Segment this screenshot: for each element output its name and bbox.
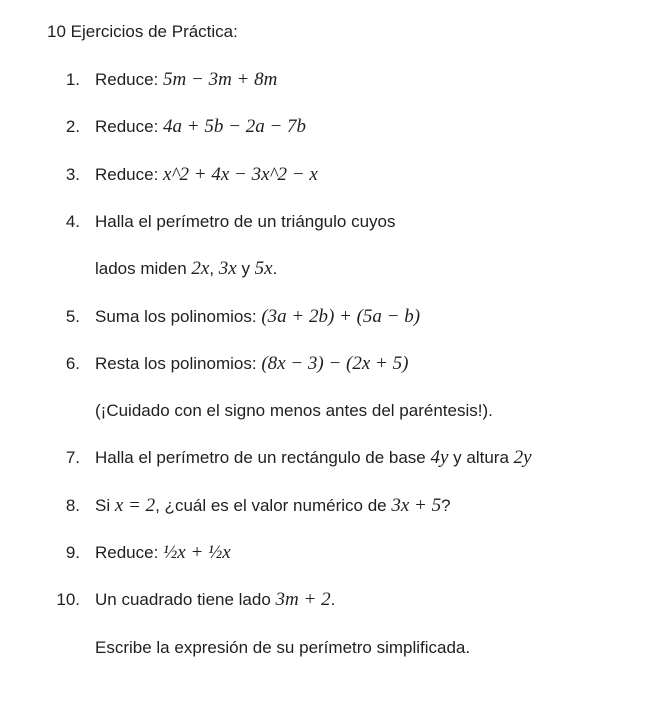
- math-expression: 4a + 5b − 2a − 7b: [163, 116, 307, 138]
- list-item-text: [95, 399, 493, 423]
- list-item-text: [95, 163, 318, 187]
- list-item-text: [95, 115, 306, 139]
- list-item-text: [95, 541, 231, 565]
- list-item-text: [95, 257, 277, 281]
- math-expression: x^2 + 4x − 3x^2 − x: [163, 163, 318, 185]
- text-segment: .: [272, 259, 278, 279]
- list-item-number: 10.: [56, 590, 80, 610]
- math-expression: 3m + 2: [275, 589, 331, 611]
- list-item-number: 9.: [65, 543, 80, 562]
- list-item-number: 1.: [65, 70, 80, 89]
- math-expression: x = 2: [114, 494, 156, 516]
- math-expression: 2y: [513, 447, 532, 469]
- list-item-text: [95, 352, 408, 376]
- list-item-number: 7.: [65, 448, 80, 468]
- text-segment: ?: [441, 495, 451, 515]
- math-expression: (3a + 2b) + (5a − b): [261, 305, 421, 327]
- list-item-number: 8.: [65, 495, 80, 515]
- list-item-number: 4.: [65, 211, 80, 231]
- text-segment: y altura: [448, 448, 514, 468]
- list-item-number: 6.: [65, 353, 80, 373]
- list-item-number: 2.: [65, 117, 80, 137]
- text-segment: Un cuadrado tiene lado: [95, 590, 276, 610]
- list-item-number: 3.: [65, 164, 80, 184]
- list-item-text: [95, 494, 451, 518]
- math-expression: 3x + 5: [391, 494, 442, 516]
- list-item-text: [95, 305, 420, 329]
- list-item-text: [95, 636, 470, 660]
- list-item-text: [95, 68, 277, 92]
- text-segment: lados miden: [95, 259, 192, 279]
- list-item-text: [95, 210, 396, 234]
- math-expression: (8x − 3) − (2x + 5): [261, 352, 409, 374]
- math-expression: 3x: [218, 258, 237, 280]
- text-segment: y: [236, 259, 255, 279]
- text-segment: Reduce:: [95, 543, 164, 562]
- math-expression: 4y: [430, 447, 449, 469]
- text-segment: Reduce:: [95, 117, 164, 137]
- text-segment: Halla el perímetro de un rectángulo de base: [95, 448, 431, 468]
- list-item-text: [95, 446, 532, 470]
- text-segment: (¡Cuidado con el signo menos antes del paréntesis!).: [95, 401, 493, 421]
- text-segment: Halla el perímetro de un triángulo cuyos: [95, 211, 396, 231]
- text-segment: Suma los polinomios:: [95, 306, 262, 326]
- math-expression: 5m − 3m + 8m: [163, 69, 278, 90]
- exercise-title: 10 Ejercicios de Práctica:: [47, 22, 238, 41]
- list-item-number: 5.: [65, 306, 80, 326]
- math-expression: ½x + ½x: [163, 542, 231, 563]
- text-segment: ,: [209, 259, 219, 279]
- text-segment: .: [330, 590, 336, 610]
- text-segment: Reduce:: [95, 164, 164, 184]
- text-segment: , ¿cuál es el valor numérico de: [155, 495, 392, 515]
- list-item-text: [95, 588, 335, 612]
- text-segment: Reduce:: [95, 70, 164, 89]
- text-segment: Si: [95, 495, 115, 515]
- math-expression: 2x: [191, 258, 210, 280]
- text-segment: Escribe la expresión de su perímetro simplificada.: [95, 637, 471, 657]
- math-expression: 5x: [254, 258, 273, 280]
- text-segment: Resta los polinomios:: [95, 353, 262, 373]
